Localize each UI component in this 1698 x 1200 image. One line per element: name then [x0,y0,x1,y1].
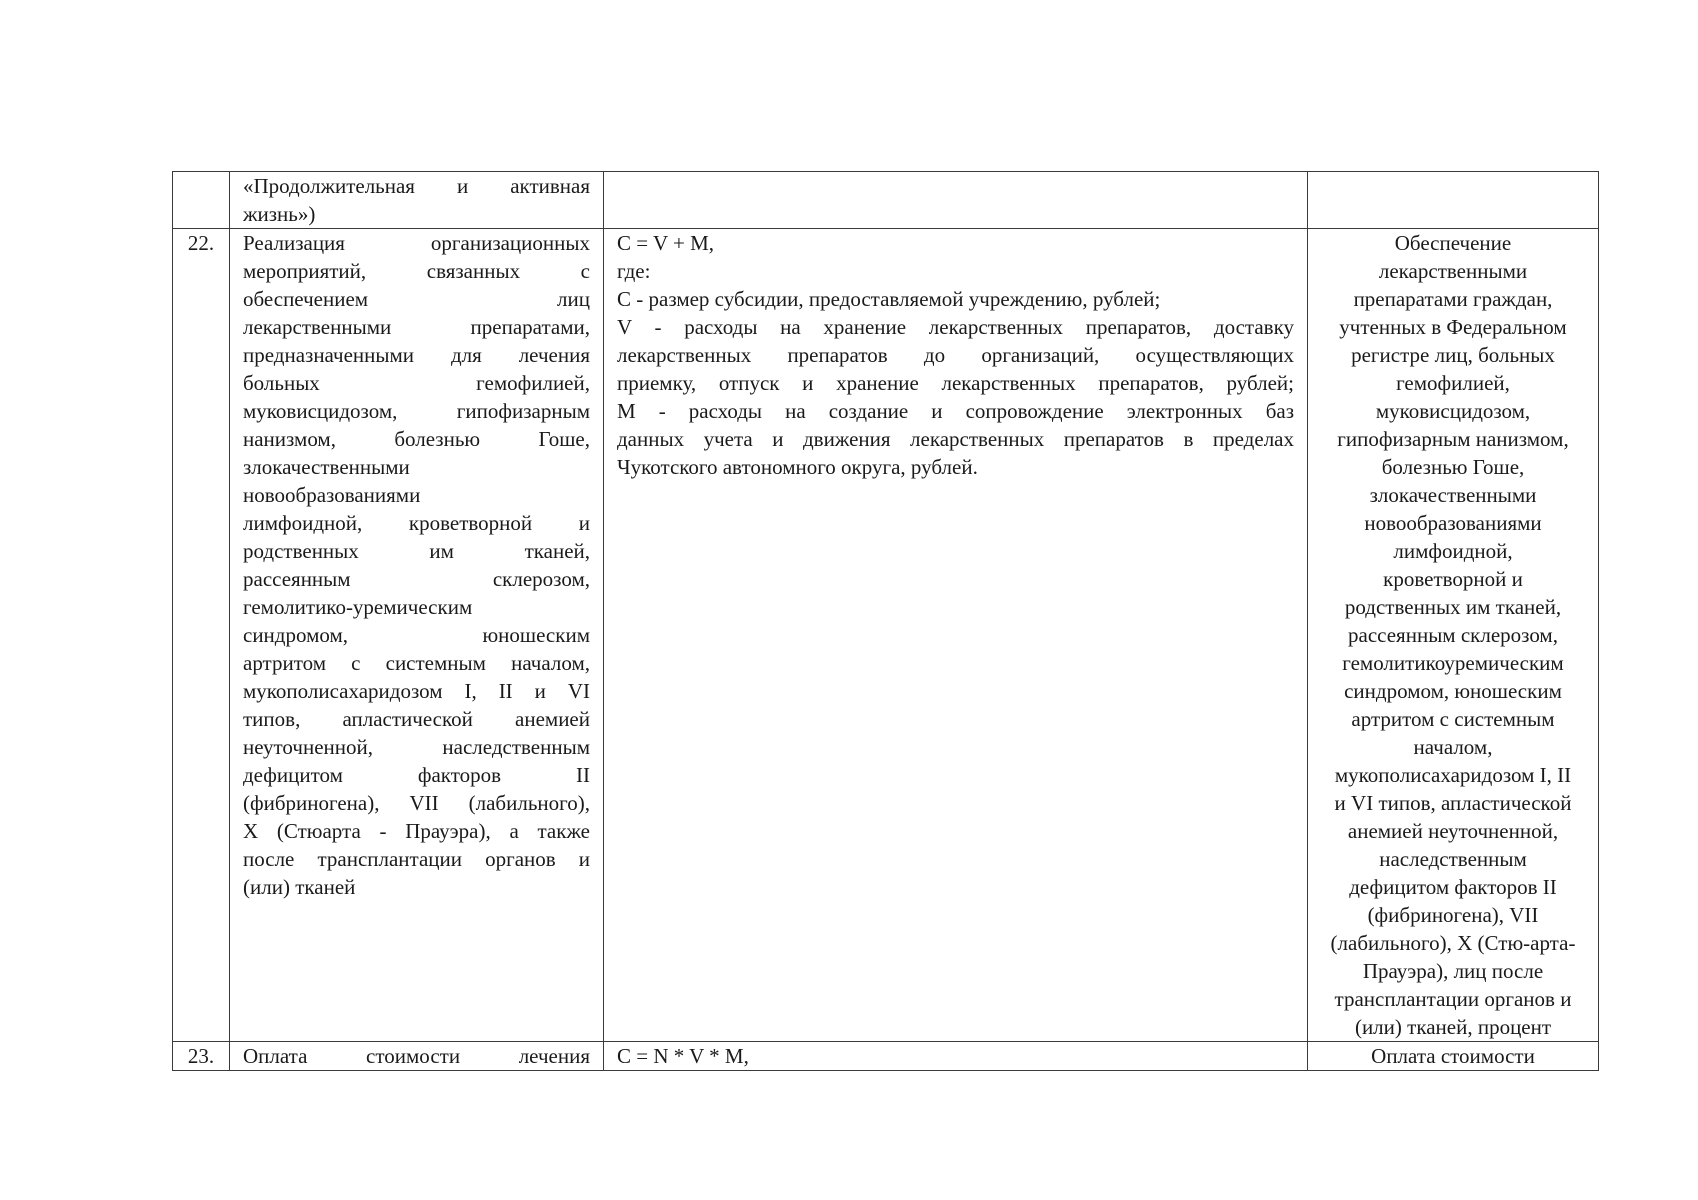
measure-name-line: неуточненной, наследственным [243,735,590,759]
measure-name-line: после трансплантации органов и [243,847,590,871]
purpose-line: гемофилией, [1396,371,1510,395]
measure-name-line: (фибриногена), VII (лабильного), [243,791,590,815]
table-body [173,172,1599,1071]
purpose-line: началом, [1413,735,1493,759]
purpose-line: мукополисахаридозом I, II [1334,763,1572,787]
purpose-line: артритом с системным [1351,707,1555,731]
measure-name-line: новообразованиями [243,483,421,507]
formula-line: V - расходы на хранение лекарственных препаратов, доставку [617,315,1294,339]
purpose-line: родственных им тканей, [1344,595,1562,619]
formula-line: Чукотского автономного округа, рублей. [617,455,978,479]
purpose-line: Обеспечение [1394,231,1512,255]
formula-cell [604,1042,1308,1071]
purpose-line: наследственным [1379,847,1527,871]
measure-name-line: типов, апластической анемией [243,707,590,731]
purpose-line: синдромом, юношеским [1344,679,1562,703]
measures-table [172,171,1599,1071]
measure-name-line: артритом с системным началом, [243,651,590,675]
measure-name-cell [230,1042,604,1071]
measure-name-line: злокачественными [243,455,410,479]
measure-name-line: гемолитико-уремическим [243,595,473,619]
purpose-line: (лабильного), X (Стю-арта- [1330,931,1576,955]
measure-name-line: дефицитом факторов II [243,763,590,787]
measure-name-line: Реализация организационных [243,231,590,255]
formula-cell [604,172,1308,229]
purpose-line: анемией неуточненной, [1347,819,1559,843]
formula-line: приемку, отпуск и хранение лекарственных препаратов, рублей; [617,371,1294,395]
measure-name-line: мукополисахаридозом I, II и VI [243,679,590,703]
row-number-cell [173,172,230,229]
measure-name-line: обеспечением лиц [243,287,590,311]
row-number: 22. [187,231,215,255]
row-number: 23. [187,1044,215,1068]
formula-cell [604,229,1308,1042]
purpose-line: кроветворной и [1383,567,1523,591]
measure-name-line: X (Стюарта - Прауэра), а также [243,819,590,843]
table-row [173,172,1599,229]
measure-name-line: «Продолжительная и активная [243,174,590,198]
measure-name-line: мероприятий, связанных с [243,259,590,283]
purpose-line: рассеянным склерозом, [1348,623,1558,647]
purpose-line: дефицитом факторов II [1349,875,1557,899]
purpose-line: Прауэра), лиц после [1362,959,1544,983]
purpose-line: регистре лиц, больных [1351,343,1555,367]
purpose-line: (или) тканей, процент [1354,1015,1552,1039]
formula-line: C = N * V * M, [617,1044,749,1068]
table-row [173,1042,1599,1071]
purpose-line: новообразованиями [1364,511,1542,535]
purpose-line: лекарственными [1378,259,1528,283]
measure-name-line: муковисцидозом, гипофизарным [243,399,590,423]
measure-name-line: Оплата стоимости лечения [243,1044,590,1068]
formula-line: M - расходы на создание и сопровождение электронных баз [617,399,1294,423]
measure-name-line: лимфоидной, кроветворной и [243,511,590,535]
measure-name-line: предназначенными для лечения [243,343,590,367]
formula-line: C = V + M, [617,231,715,255]
purpose-line: лимфоидной, [1393,539,1513,563]
row-number-cell [173,1042,230,1071]
measure-name-cell [230,172,604,229]
purpose-cell [1308,172,1599,229]
purpose-line: и VI типов, апластической [1334,791,1572,815]
purpose-line: муковисцидозом, [1375,399,1531,423]
row-number-cell [173,229,230,1042]
purpose-cell [1308,229,1599,1042]
measure-name-line: жизнь») [243,202,316,226]
purpose-line: гипофизарным нанизмом, [1337,427,1569,451]
purpose-line: трансплантации органов и [1334,987,1572,1011]
purpose-cell [1308,1042,1599,1071]
measure-name-cell [230,229,604,1042]
purpose-line: болезнью Гоше, [1381,455,1525,479]
purpose-line: учтенных в Федеральном [1339,315,1567,339]
measure-name-line: синдромом, юношеским [243,623,590,647]
formula-line: данных учета и движения лекарственных препаратов в пределах [617,427,1294,451]
measure-name-line: рассеянным склерозом, [243,567,590,591]
purpose-line: гемолитикоуремическим [1342,651,1564,675]
measure-name-line: родственных им тканей, [243,539,590,563]
purpose-line: препаратами граждан, [1353,287,1553,311]
purpose-line: Оплата стоимости [1371,1044,1535,1068]
measure-name-line: нанизмом, болезнью Гоше, [243,427,590,451]
purpose-line: злокачественными [1369,483,1537,507]
measure-name-line: лекарственными препаратами, [243,315,590,339]
measure-name-line: (или) тканей [243,875,356,899]
table-row [173,229,1599,1042]
purpose-line: (фибриногена), VII [1367,903,1539,927]
measure-name-line: больных гемофилией, [243,371,590,395]
formula-line: C - размер субсидии, предоставляемой учреждению, рублей; [617,287,1161,311]
formula-line: лекарственных препаратов до организаций, осуществляющих [617,343,1294,367]
formula-line: где: [617,259,651,283]
